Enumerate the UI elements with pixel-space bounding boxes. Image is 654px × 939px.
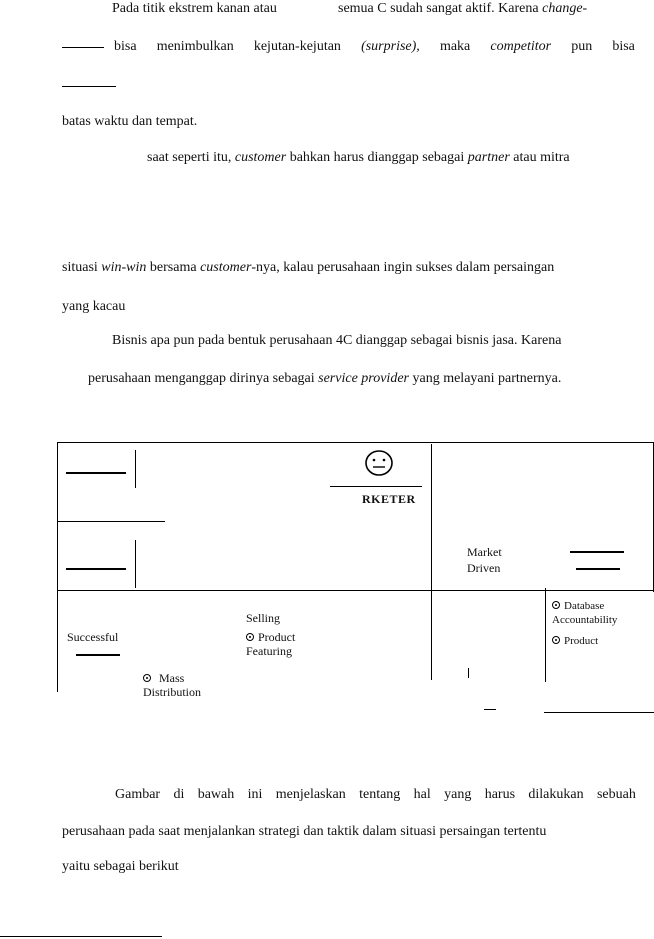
successful-label: Successful xyxy=(67,630,119,644)
product-featuring-item xyxy=(246,630,295,658)
text: atau mitra xyxy=(513,150,570,165)
neutral-face-icon xyxy=(363,449,395,479)
bullet-icon xyxy=(246,633,254,641)
redaction-line xyxy=(66,568,126,570)
redaction-line xyxy=(62,47,104,48)
para1-line6: yang kacau xyxy=(62,299,126,314)
market-driven-label xyxy=(467,545,502,575)
mass-distribution-line2: Distribution xyxy=(143,685,202,699)
selling-label: Selling xyxy=(246,611,281,625)
para2-line1: Bisnis apa pun pada bentuk perusahaan 4C dianggap sebagai bisnis jasa. Karena xyxy=(112,333,562,348)
bullet-icon xyxy=(552,636,560,644)
diagram-left-border xyxy=(57,442,58,692)
para1-line2 xyxy=(114,39,635,55)
word: maka xyxy=(439,39,471,54)
market-driven-line2: Driven xyxy=(467,561,501,575)
para3-line1 xyxy=(115,787,636,803)
product-featuring-line2: Featuring xyxy=(246,644,292,658)
word: hal xyxy=(413,787,431,802)
mass-distribution-line1: Mass xyxy=(159,671,185,685)
product-item xyxy=(552,634,598,648)
word: harus xyxy=(484,787,516,802)
diagram-tick xyxy=(468,668,469,678)
para2-line2 xyxy=(88,371,561,387)
diagram-divider xyxy=(135,540,136,588)
diagram-underline xyxy=(330,486,422,487)
text: perusahaan menganggap dirinya sebagai xyxy=(88,371,315,386)
word: bawah xyxy=(197,787,235,802)
para1-line1-change: change- xyxy=(542,1,588,16)
text: situasi xyxy=(62,260,98,275)
footnote-separator xyxy=(0,936,162,937)
word: sebuah xyxy=(596,787,636,802)
product-featuring-line1: Product xyxy=(258,630,296,644)
word: dilakukan xyxy=(528,787,584,802)
word: menimbulkan xyxy=(156,39,234,54)
diagram-line xyxy=(544,712,654,713)
diagram-divider xyxy=(545,588,546,682)
word: ini xyxy=(247,787,263,802)
word: yang xyxy=(444,787,472,802)
text: bahkan harus dianggap sebagai xyxy=(289,150,465,165)
word: pun xyxy=(571,39,593,54)
marketer-label: RKETER xyxy=(362,492,416,506)
text: -nya, kalau perusahaan ingin sukses dalam persaingan xyxy=(251,260,555,275)
word: di xyxy=(173,787,185,802)
database-item xyxy=(552,599,617,627)
bullet-icon xyxy=(552,601,560,609)
redaction-line xyxy=(576,568,620,570)
word: tentang xyxy=(359,787,401,802)
para3-line2: perusahaan pada saat menjalankan strategi dan taktik dalam situasi persaingan tertentu xyxy=(62,824,547,839)
bullet-icon xyxy=(143,674,151,682)
database-line1: Database xyxy=(564,600,605,612)
redaction-line xyxy=(66,472,126,474)
diagram-row-line xyxy=(57,590,654,591)
word: bisa xyxy=(612,39,635,54)
text: yang melayani partnernya. xyxy=(412,371,562,386)
text: saat seperti itu, xyxy=(147,150,232,165)
para1-line5 xyxy=(62,260,554,276)
word-customer: customer xyxy=(200,260,252,275)
diagram-divider xyxy=(135,450,136,488)
word-surprise: (surprise), xyxy=(361,39,420,54)
word-win-win: win-win xyxy=(101,260,147,275)
para1-line1-text: semua C sudah sangat aktif. Karena xyxy=(338,1,539,16)
word-partner: partner xyxy=(467,150,510,165)
diagram-top-border xyxy=(57,442,654,443)
para1-line1-part1: Pada titik ekstrem kanan atau xyxy=(112,1,277,16)
mass-distribution-item xyxy=(143,671,201,699)
word: kejutan-kejutan xyxy=(253,39,341,54)
word: Gambar xyxy=(115,787,161,802)
diagram-line xyxy=(484,709,496,710)
diagram-row-line xyxy=(57,521,165,522)
product-label: Product xyxy=(564,635,599,647)
para1-line1-part2 xyxy=(338,1,587,17)
redaction-line xyxy=(570,551,624,553)
redaction-line xyxy=(76,654,120,656)
text: bersama xyxy=(149,260,197,275)
para3-line3: yaitu sebagai berikut xyxy=(62,859,179,874)
word: menjelaskan xyxy=(275,787,346,802)
word-customer: customer xyxy=(234,150,287,165)
word-competitor: competitor xyxy=(490,39,552,54)
para1-line4 xyxy=(147,150,570,166)
market-driven-line1: Market xyxy=(467,545,502,559)
word-service-provider: service provider xyxy=(318,371,409,386)
redaction-line xyxy=(62,86,116,87)
diagram-center-divider xyxy=(431,444,432,680)
word: bisa xyxy=(114,39,137,54)
para1-line3: batas waktu dan tempat. xyxy=(62,114,198,129)
database-line2: Accountability xyxy=(552,614,618,626)
